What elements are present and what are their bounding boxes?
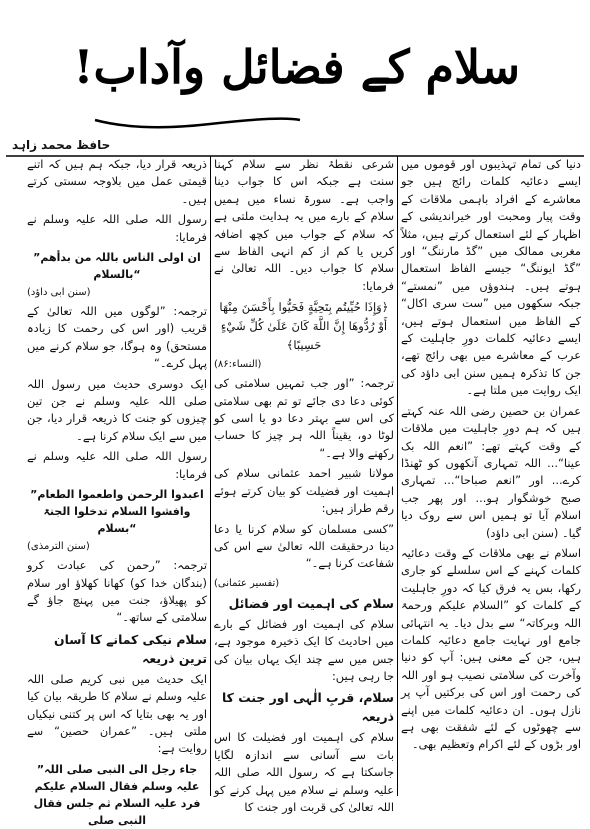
quote: ”کسی مسلمان کو سلام کرنا یا دعا دینا درحقیقت اللہ تعالیٰ سے اس کی شفاعت کرنا ہے۔“ [214,521,394,571]
paragraph: ذریعہ قرار دیا، جبکہ ہم ہیں کہ اتنے قیمتی عمل میں بلاوجہ سستی کرتے ہیں۔ [27,157,207,206]
paragraph: مولانا شبیر احمد عثمانی سلام کی اہمیت اور فضیلت کو بیان کرتے ہوئے رقم طراز ہیں: [214,466,394,516]
author-byline: حافظ محمد زاہد [12,138,111,152]
paragraph: سلام کی اہمیت اور فضیلت کا اس بات سے آسانی سے اندازہ لگایا جاسکتا ہے کہ رسول اللہ صلی اللہ علیہ وسلم نے سلام میں پہل کرنے کو اللہ تعالیٰ کی قربت اور جنت کا [214,730,394,814]
paragraph: ایک حدیث میں نبی کریم صلی اللہ علیہ وسلم نے سلام کا طریقہ بیان کیا اور یہ بھی بتایا کہ اس پر کتنی نیکیاں ملتی ہیں۔ ”عمران حصین“ سے روایت ہے: [27,671,207,756]
column-divider [210,156,211,796]
quran-verse: ﴿وَإِذَا حُيِّيتُم بِتَحِيَّةٍ فَحَيُّوا بِأَحْسَنَ مِنْهَا أَوْ رُدُّوهَا إِنَّ اللَّهَ كَانَ عَلَىٰ كُلِّ شَيْءٍ حَسِيبًا﴾ [219,300,389,353]
article-columns [6,156,584,827]
section-heading: سلام نیکی کمانے کا آسان ترین ذریعہ [54,631,207,666]
paragraph: اسلام نے بھی ملاقات کے وقت دعائیہ کلمات کہنے کے اس سلسلے کو جاری رکھا، بس یہ فرق کیا کہ دورِ جاہلیت کے کلمات کو ”السلام علیکم ورحمۃ اللہ وبرکاتہ“ سے بدل دیا۔ یہ انتہائی جامع اور نہایت جامع دعائیہ کلمات ہیں، جن کے معنی ہیں: آپ کو دنیا وآخرت کی سلامتی نصیب ہو اور اللہ کی رحمت اور اس کی برکتیں آپ پر نازل ہوں۔ ان دعائیہ کلمات میں اپنے سے چھوٹوں کے لئے شفقت بھی ہے اور بڑوں کے لئے اکرام وتعظیم بھی۔ [401,545,581,752]
paragraph: شرعی نقطۂ نظر سے سلام کہنا سنت ہے جبکہ اس کا جواب دینا واجب ہے۔ سورۃ نساء میں ہمیں سلام کے بارے میں یہ ہدایت ملتی ہے کہ سلام کے جواب میں کچھ اضافہ کریں یا کم از کم انہی الفاظ سے سلام کا جواب دیں۔ اللہ تعالیٰ نے فرمایا: [214,157,394,293]
paragraph: ایک دوسری حدیث میں رسول اللہ صلی اللہ علیہ وسلم نے جن تین چیزوں کو جنت کا ذریعہ قرار دیا، جن میں سے ایک سلام کرنا ہے۔ [27,376,207,443]
reference: (تفسیر عثمانی) [214,577,280,589]
paragraph: رسول اللہ صلی اللہ علیہ وسلم نے فرمایا: [27,449,207,481]
paragraph: عمران بن حصین رضی اللہ عنہ کہتے ہیں کہ ہم دورِ جاہلیت میں ملاقات کے وقت کہتے تھے: ”انعم اللہ بک عینا“... اللہ تمہاری آنکھوں کو ٹھنڈا کرے... اور ”انعم صباحا“... تمہاری صبح خوشگوار ہو... اور پھر جب اسلام آیا تو ہمیں اس سے روک دیا گیا۔ (سنن ابی داؤد) [401,403,581,540]
section-heading: سلام کی اہمیت اور فضائل [228,595,394,611]
title-block [0,28,590,128]
page-title: سلام کے فضائل وآداب! [73,40,520,94]
section-heading: سلام، قربِ الٰہی اور جنت کا ذریعہ [222,690,394,725]
paragraph: ترجمہ: ”رحمن کی عبادت کرو (بندگان خدا کو) کھانا کھلاؤ اور سلام کو پھیلاؤ، جنت میں پہنچ جاؤ گے سلامتی کے ساتھ۔“ [27,558,207,625]
column-3 [24,156,210,827]
paragraph: ترجمہ: ”لوگوں میں اللہ تعالیٰ کے قریب (اور اس کی رحمت کا زیادہ مستحق) وہ ہوگا، جو سلام کرنے میں پہل کرے۔“ [27,304,207,371]
paragraph: ترجمہ: ”اور جب تمہیں سلامتی کی کوئی دعا دی جائے تو تم بھی سلامتی کی اس سے بہتر دعا دو یا اسی کو لوٹا دو، یقیناً اللہ ہر چیز کا حساب رکھنے والا ہے۔“ [214,376,394,460]
reference: (سنن ابی داؤد) [27,287,91,299]
hadith-text: ”اعبدوا الرحمن واطعموا الطعام وافشوا السلام تدخلوا الجنۃ بسلام“ [30,488,204,536]
paragraph: دنیا کی تمام تہذیبوں اور قوموں میں ایسے دعائیہ کلمات رائج ہیں جو معاشرے کے افراد باہمی ملاقات کے وقت پیار ومحبت اور خیراندیشی کے اظہار کے لئے استعمال کرتے ہیں، مثلاً مغربی ممالک میں ”گڈ مارننگ“ اور ”گڈ ایوننگ“ جیسے الفاظ استعمال ہوتے ہیں۔ ہندوؤں میں ”نمستے“ جبکہ سکھوں میں ”ست سری اکال“ کے الفاظ میں استعمال ہوتے ہیں، ایسے دعائیہ کلمات دورِ جاہلیت کے عرب کے معاشرے میں بھی رائج تھے، جن کا تذکرہ ہمیں سنن ابی داؤد کی ایک روایت میں ملتا ہے۔ [401,157,581,398]
hadith-text: ”ان اولی الناس باللہ من بدأھم بالسلام“ [33,251,201,282]
reference: (النساء:۸۶) [214,359,262,371]
title-underline-swash [0,28,590,128]
hadith-text: ”جاء رجل الی النبی صلی اللہ علیہ وسلم فقال السلام علیکم فرد علیہ السلام ثم جلس فقال النبی صلی [33,762,201,827]
column-1 [398,156,584,796]
paragraph: رسول اللہ صلی اللہ علیہ وسلم نے فرمایا: [27,212,207,244]
paragraph: سلام کی اہمیت اور فضائل کے بارے میں احادیث کا ایک ذخیرہ موجود ہے، جس میں سے چند ایک یہاں بیان کی جا رہی ہیں: [214,616,394,683]
reference: (سنن الترمذی) [27,541,90,553]
column-divider [397,156,398,796]
column-2 [211,156,397,814]
